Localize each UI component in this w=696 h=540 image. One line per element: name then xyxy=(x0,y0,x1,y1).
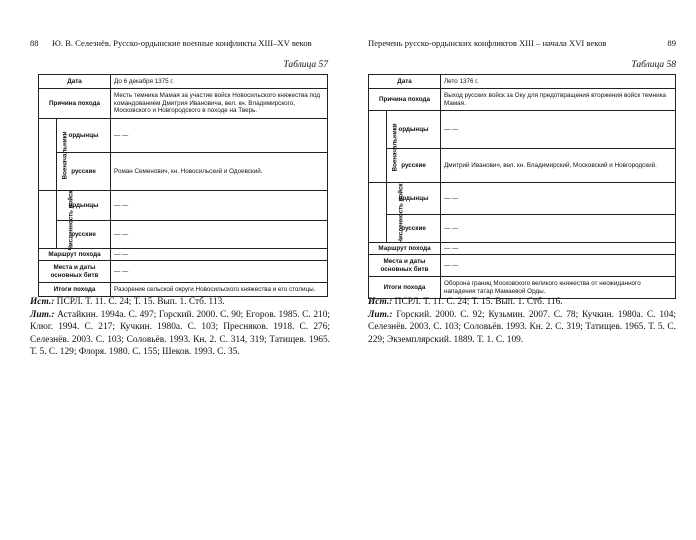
sources-line xyxy=(368,296,676,309)
running-head-title: Ю. В. Селезнёв. Русско-ордынские военные конфликты XIII–XV веков xyxy=(52,38,312,48)
references xyxy=(30,296,330,359)
reason-label: Причина похода xyxy=(369,89,441,111)
strength-label: Численность войск xyxy=(369,183,387,243)
horde-strength-label: ордынцы xyxy=(387,183,441,215)
horde-strength-value: — — xyxy=(111,191,328,221)
table-row xyxy=(39,283,328,297)
table-row xyxy=(369,183,676,215)
commanders-label: Военачальники xyxy=(39,119,57,191)
right-page xyxy=(348,0,696,540)
table-caption: Таблица 58 xyxy=(631,60,676,70)
table-row xyxy=(369,243,676,255)
literature-text: Астайкин. 1994а. С. 497; Горский. 2000. С. 90; Егоров. 1985. С. 210; Клюг. 1994. С. 217; Кучкин. 1980а. С. 103; Пресняков. 1918. С. 276; Селезнёв. 2003. С. 103; Соловьёв. 1993. Кн. 2. С. 314, 319; Татищев. 1965. Т. 5. С. 129; Флоря. 1980. С. 155; Шеков. 1993. С. 35. xyxy=(30,309,330,357)
results-label: Итоги похода xyxy=(39,283,111,297)
table-row xyxy=(39,261,328,283)
battles-value: — — xyxy=(111,261,328,283)
table-row xyxy=(369,255,676,277)
literature-text: Горский. 2000. С. 92; Кузьмин. 2007. С. 78; Кучкин. 1980а. С. 104; Селезнёв. 2003. С. 103; Соловьёв. 1993. Кн. 2. С. 319; Татищев. 1965. Т. 5. С. 229; Экземплярский. 1889. Т. 1. С. 109. xyxy=(368,309,676,345)
battles-value: — — xyxy=(441,255,676,277)
date-label: Дата xyxy=(369,75,441,89)
table-row xyxy=(369,111,676,149)
literature-key: Лит.: xyxy=(30,309,55,320)
horde-commander-label: ордынцы xyxy=(387,111,441,149)
reason-value: Выход русских войск за Оку для предотвращения вторжения войск темника Мамая. xyxy=(441,89,676,111)
sources-text: ПСРЛ. Т. 11. С. 24; Т. 15. Вып. 1. Стб. 116. xyxy=(392,297,563,307)
sources-line xyxy=(30,296,330,309)
route-label: Маршрут похода xyxy=(39,249,111,261)
results-value: Разорение сельской округи Новосильского княжества и его столицы. xyxy=(111,283,328,297)
table-row xyxy=(369,89,676,111)
table-row xyxy=(39,221,328,249)
date-label: Дата xyxy=(39,75,111,89)
table-row xyxy=(39,89,328,119)
reason-value: Месть темника Мамая за участие войск Новосильского княжества под командованием Дмитрия Ивановича, вел. кн. Владимирского, Московского и Новгородского в походе на Тверь. xyxy=(111,89,328,119)
russian-commander-label: русские xyxy=(387,149,441,183)
literature-key: Лит.: xyxy=(368,309,393,320)
running-head-title: Перечень русско-ордынских конфликтов XIII – начала XVI веков xyxy=(368,38,607,48)
sources-key: Ист.: xyxy=(30,297,55,307)
battles-label: Места и даты основных битв xyxy=(39,261,111,283)
russian-commander-value: Дмитрий Иванович, вел. кн. Владимирский, Московский и Новгородский. xyxy=(441,149,676,183)
route-label: Маршрут похода xyxy=(369,243,441,255)
russian-strength-label: русские xyxy=(57,221,111,249)
russian-commander-value: Роман Семенович, кн. Новосильский и Одоевский. xyxy=(111,153,328,191)
table-row xyxy=(39,119,328,153)
commanders-label: Военачальники xyxy=(369,111,387,183)
sources-text: ПСРЛ. Т. 11. С. 24; Т. 15. Вып. 1. Стб. 113. xyxy=(54,297,225,307)
russian-strength-value: — — xyxy=(441,215,676,243)
date-value: До 6 декабря 1375 г. xyxy=(111,75,328,89)
date-value: Лето 1376 г. xyxy=(441,75,676,89)
strength-label: Численность войск xyxy=(39,191,57,249)
table-row xyxy=(39,191,328,221)
table-row xyxy=(39,75,328,89)
russian-strength-value: — — xyxy=(111,221,328,249)
route-value: — — xyxy=(111,249,328,261)
horde-strength-label: ордынцы xyxy=(57,191,111,221)
conflict-table xyxy=(38,74,328,297)
table-row xyxy=(39,249,328,261)
page-number: 89 xyxy=(667,38,676,48)
conflict-table xyxy=(368,74,676,299)
sources-key: Ист.: xyxy=(368,297,393,307)
battles-label: Места и даты основных битв xyxy=(369,255,441,277)
table-row xyxy=(369,75,676,89)
table-row xyxy=(39,153,328,191)
horde-strength-value: — — xyxy=(441,183,676,215)
references xyxy=(368,296,676,346)
table-row xyxy=(369,215,676,243)
results-label: Итоги похода xyxy=(369,277,441,299)
literature-line xyxy=(368,309,676,347)
page-number: 88 xyxy=(30,38,39,48)
russian-commander-label: русские xyxy=(57,153,111,191)
literature-line xyxy=(30,309,330,359)
russian-strength-label: русские xyxy=(387,215,441,243)
table-row xyxy=(369,149,676,183)
horde-commander-label: ордынцы xyxy=(57,119,111,153)
reason-label: Причина похода xyxy=(39,89,111,119)
results-value: Оборона границ Московского великого княжества от неожиданного нападения татар Мамаевой Орды. xyxy=(441,277,676,299)
route-value: — — xyxy=(441,243,676,255)
horde-commander-value: — — xyxy=(111,119,328,153)
table-caption: Таблица 57 xyxy=(283,60,328,70)
horde-commander-value: — — xyxy=(441,111,676,149)
